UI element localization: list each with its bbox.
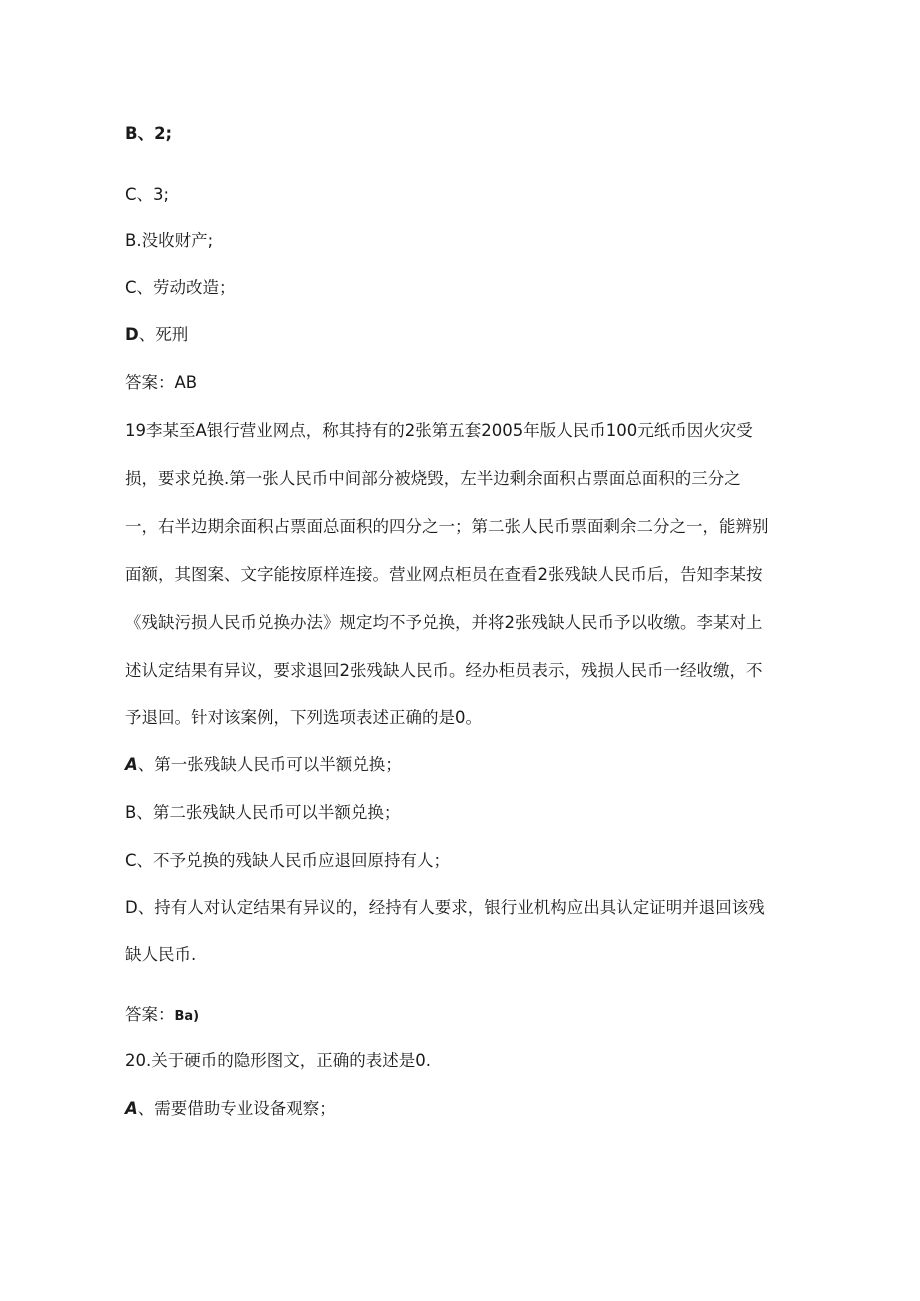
answer-value: Ba) xyxy=(174,1009,200,1024)
q19-option-d-line-2: 缺人民币. xyxy=(125,945,197,964)
option-c-labor: C、劳动改造； xyxy=(125,278,236,297)
option-b-confiscate: B.没收财产; xyxy=(125,231,214,250)
q20-option-a xyxy=(125,1098,336,1120)
q20-stem: 20.关于硬币的隐形图文，正确的表述是0. xyxy=(125,1051,431,1070)
q19-stem-line-5: 《残缺污损人民币兑换办法》规定均不予兑换，并将2张残缺人民币予以收缴。李某对上 xyxy=(125,613,763,632)
option-b-2 xyxy=(125,123,172,145)
option-letter: A xyxy=(125,1099,138,1118)
option-text: 、2; xyxy=(137,124,173,143)
option-c-3: C、3; xyxy=(125,185,170,204)
q19-stem-line-4: 面额，其图案、文字能按原样连接。营业网点柜员在查看2张残缺人民币后，告知李某按 xyxy=(125,565,763,584)
option-letter: D xyxy=(125,325,139,344)
q19-stem-line-7: 予退回。针对该案例，下列选项表述正确的是0。 xyxy=(125,708,482,727)
q19-stem-line-2: 损，要求兑换.第一张人民币中间部分被烧毁，左半边剩余面积占票面总面积的三分之 xyxy=(125,469,741,488)
option-text: 、需要借助专业设备观察； xyxy=(137,1099,336,1118)
option-text: 、死刑 xyxy=(138,325,189,344)
answer-18: 答案：AB xyxy=(125,373,198,392)
option-letter: B xyxy=(125,124,138,143)
option-text: 、第一张残缺人民币可以半额兑换； xyxy=(137,755,402,774)
q19-option-c: C、不予兑换的残缺人民币应退回原持有人； xyxy=(125,851,451,870)
option-letter: A xyxy=(125,755,138,774)
q19-option-d-line-1: D、持有人对认定结果有异议的，经持有人要求，银行业机构应出具认定证明并退回该残 xyxy=(125,898,765,917)
q19-stem-line-3: 一，右半边期余面积占票面总面积的四分之一；第二张人民币票面剩余二分之一，能辨别 xyxy=(125,517,769,536)
q19-stem-line-6: 述认定结果有异议，要求退回2张残缺人民币。经办柜员表示，残损人民币一经收缴，不 xyxy=(125,661,763,680)
q19-stem-line-1: 19李某至A银行营业网点，称其持有的2张第五套2005年版人民币100元纸币因火灾受 xyxy=(125,421,753,440)
q19-option-a xyxy=(125,754,402,776)
q19-option-b: B、第二张残缺人民币可以半额兑换； xyxy=(125,803,401,822)
option-d-death xyxy=(125,324,188,346)
answer-19 xyxy=(125,1004,199,1028)
answer-label: 答案： xyxy=(125,1005,175,1024)
